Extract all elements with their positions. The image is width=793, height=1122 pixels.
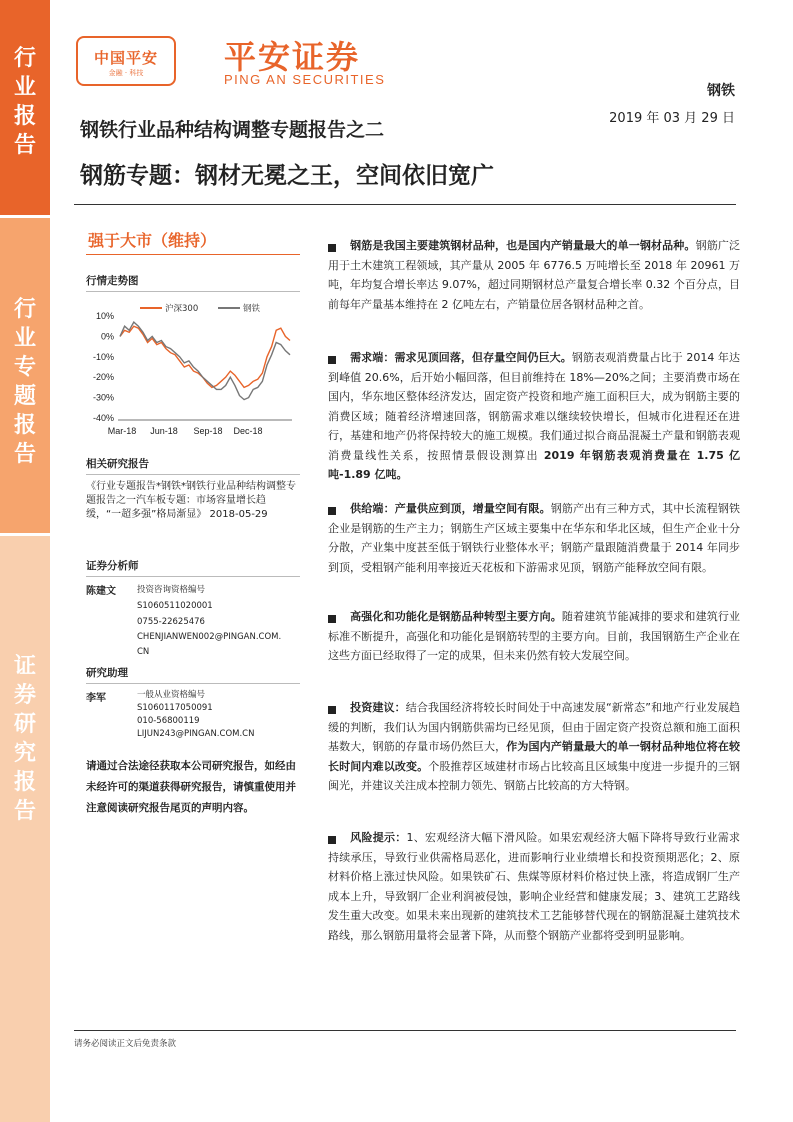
rating-label: 强于大市（维持） (88, 231, 217, 250)
para-transformation: 高强化和功能化是钢筋品种转型主要方向。随着建筑节能减排的要求和建筑行业标准不断提升，高强化和功能化是钢筋转型的主要方向。目前，我国钢筋生产企业在这些方面已经取得了一定的成果，但未来仍然有较大发展空间。 (328, 610, 741, 662)
para-demand: 需求端：需求见顶回落，但存量空间仍巨大。钢筋表观消费量占比于 2014 年达到峰值 20.6%，后开始小幅回落，但目前维持在 18%—20%之间；主要消费市场在国内，华东地区整体经济发达，固定资产投资和地产施工面积巨大，成为钢筋主要的消费区域；随着经济增速回落，钢筋需求难以继续较快增长，但城市化进程还在进行，基建和地产仍将保持较大的施工规模。我们通过拟合商品混凝土产量和钢筋表观消费量线性关系，按照情景假设测算出 2019 年钢筋表观消费量在 1.75 亿吨-1.89 亿吨。 (328, 351, 741, 481)
x-tick-label: Jun-18 (150, 426, 178, 436)
footer-disclaimer: 请务必阅读正文后免责条款 (74, 1039, 177, 1049)
market-trend-chart (86, 298, 300, 440)
para-supply: 供给端：产量供应到顶，增量空间有限。钢筋产出有三种方式，其中长流程钢铁企业是钢筋的生产主力；钢筋生产区域主要集中在华东和华北区域，但生产企业十分分散，产业集中度甚至低于钢铁行业整体水平；钢筋产量跟随消费量于 2014 年同步到顶，受粗钢产能利用率接近天花板和下游需求见顶，钢筋产能释放空间有限。 (328, 502, 741, 574)
x-tick-label: Mar-18 (107, 426, 137, 436)
y-tick-label: -30% (92, 392, 114, 403)
y-tick-label: -20% (92, 372, 114, 383)
report-title: 钢筋专题：钢材无冕之王，空间依旧宽广 (80, 163, 494, 189)
chart-section-divider (86, 291, 300, 292)
report-date: 2019 年 03 月 29 日 (609, 111, 735, 126)
analyst-qualification-number: S1060511020001 (137, 601, 213, 611)
sidebar-band-securities-research (0, 536, 50, 1122)
assistant-name: 李军 (86, 693, 106, 704)
analyst-section-title: 证券分析师 (86, 560, 139, 572)
y-tick-label: -10% (92, 351, 114, 362)
ping-an-logo (76, 36, 176, 86)
logo-sub-text: 金融 · 科技 (108, 69, 144, 77)
brand-name-en: PING AN SECURITIES (224, 72, 386, 87)
sidebar-label-industry-report: 行 业 报 告 (13, 46, 36, 158)
analyst-email[interactable]: CHENJIANWEN002@PINGAN.COM. (137, 632, 282, 642)
x-tick-label: Sep-18 (193, 426, 223, 436)
analyst-email-cont: CN (137, 647, 150, 657)
analyst-name: 陈建文 (86, 586, 116, 597)
para-investment: 投资建议：结合我国经济将较长时间处于中高速发展“新常态”和地产行业发展趋缓的判断，我们认为国内钢筋供需均已经见顶，但由于固定资产投资总额和施工面积基数大，钢筋的存量市场仍然巨大，作为国内产销量最大的单一钢材品种地位将在较长时间内难以改变。个股推荐区域建材市场占比较高且区域集中度进一步提升的三钢闽光，并建议关注成本控制力领先、钢筋占比较高的方大特钢。 (328, 701, 741, 792)
y-tick-label: -40% (92, 413, 114, 423)
title-divider (74, 204, 736, 205)
legend-label: 沪深300 (165, 304, 199, 314)
assistant-info (137, 689, 302, 741)
sidebar-label-topic-report: 行 业 专 题 报 告 (13, 297, 36, 467)
assistant-section-divider (86, 683, 300, 684)
y-tick-label: 10% (95, 311, 114, 321)
rating-divider (86, 254, 300, 255)
analyst-phone: 0755-22625476 (137, 617, 205, 627)
para-overview: 钢筋是我国主要建筑钢材品种，也是国内产销量最大的单一钢材品种。钢筋广泛用于土木建筑工程领域，其产量从 2005 年 6776.5 万吨增长至 2018 年 20961 万吨，年均复合增长率达 9.07%，超过同期钢材总产量复合增长率 0.32 个百分点，目前每年产量基本维持在 2 亿吨左右，产销量位居各钢材品种之首。 (328, 239, 741, 311)
assistant-qualification-number: S1060117050091 (137, 703, 213, 713)
logo-main-text: 中国平安 (93, 49, 158, 67)
analyst-section-divider (86, 576, 300, 577)
assistant-section-title: 研究助理 (86, 667, 128, 679)
related-report-item[interactable]: 《行业专题报告*钢铁*钢铁行业品种结构调整专题报告之一汽车板专题：市场容量增长趋缓，“一超多强”格局渐显》 2018-05-29 (86, 481, 296, 520)
sidebar-label-securities-research: 证 券 研 究 报 告 (13, 654, 36, 824)
series-line-steel (120, 322, 290, 400)
footer-divider (74, 1030, 736, 1031)
brand-name-cn: 平安证券 (224, 38, 361, 76)
legend-label: 钢铁 (243, 304, 261, 314)
chart-legend (140, 303, 261, 314)
access-disclaimer: 请通过合法途径获取本公司研究报告，如经由未经许可的渠道获得研究报告，请慎重使用并注意阅读研究报告尾页的声明内容。 (86, 760, 296, 814)
related-reports-divider (86, 474, 300, 475)
para-risk: 风险提示：1、宏观经济大幅下滑风险。如果宏观经济大幅下降将导致行业需求持续承压，导致行业供需格局恶化，进而影响行业业绩增长和投资预期恶化；2、原材料价格上涨过快风险。如果铁矿石、焦煤等原材料价格过快上涨，将造成钢厂生产成本上升，导致钢厂企业利润被侵蚀，影响企业经营和健康发展；3、建筑工艺路线发生重大改变。如果未来出现新的建筑技术工艺能够替代现在的钢筋混凝土建筑技术路线，那么钢筋用量将会显著下降，从而整个钢筋产业都将受到明显影响。 (328, 831, 741, 942)
x-tick-label: Dec-18 (233, 426, 263, 436)
chart-section-title: 行情走势图 (86, 275, 139, 287)
related-reports-title: 相关研究报告 (86, 458, 149, 470)
chart-series (120, 322, 290, 400)
y-tick-label: 0% (100, 331, 114, 342)
report-subtitle: 钢铁行业品种结构调整专题报告之二 (80, 119, 385, 141)
analyst-info (137, 582, 302, 660)
sector-label: 钢铁 (707, 83, 735, 99)
analyst-qualification-label: 投资咨询资格编号 (137, 585, 206, 595)
assistant-phone: 010-56800119 (137, 716, 200, 726)
assistant-qualification-label: 一般从业资格编号 (137, 690, 206, 700)
assistant-email[interactable]: LIJUN243@PINGAN.COM.CN (137, 729, 255, 739)
